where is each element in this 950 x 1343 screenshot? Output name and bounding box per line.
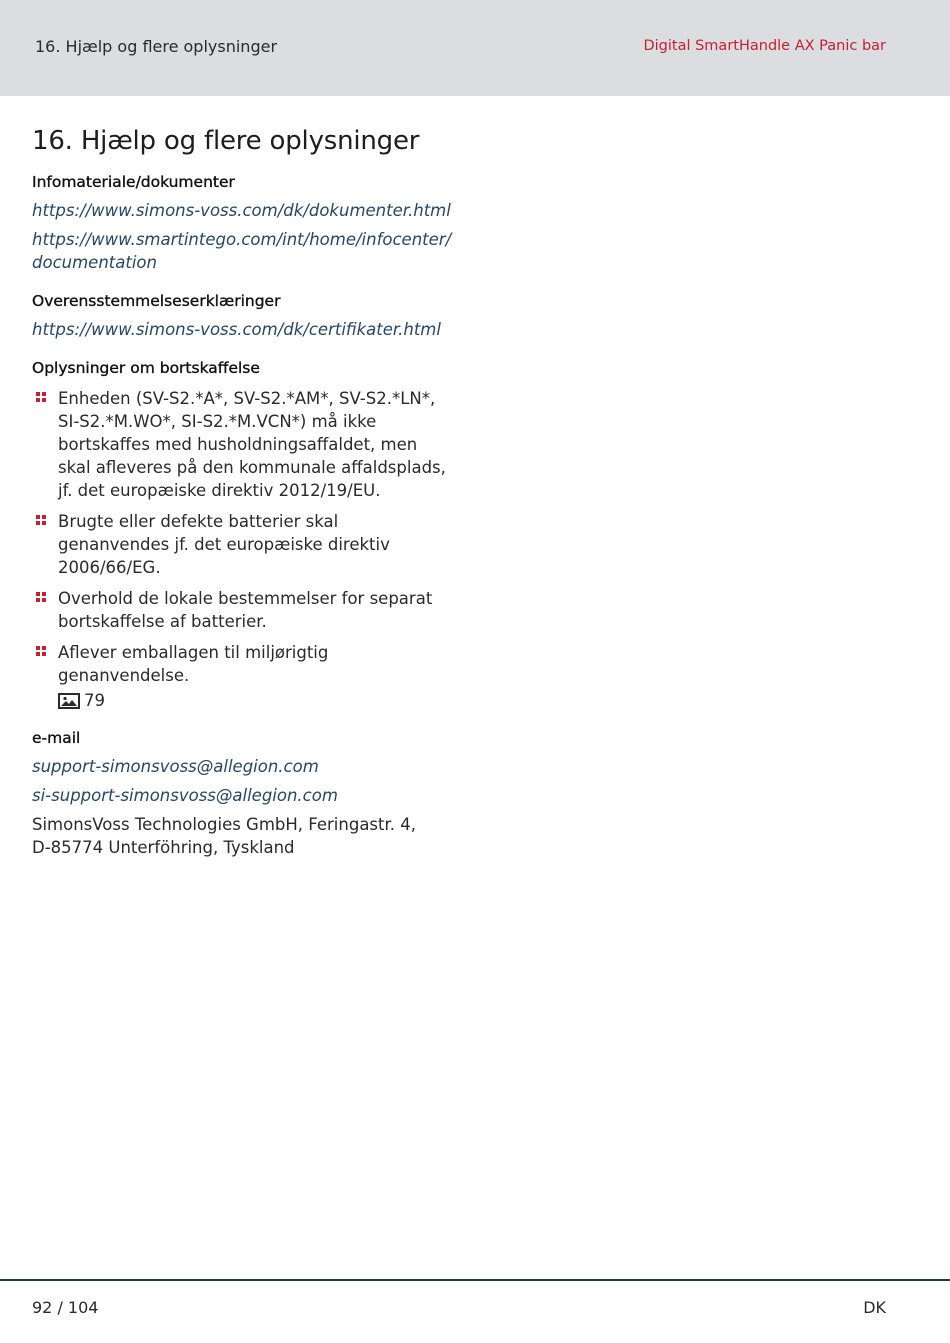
footer-divider: [0, 1279, 950, 1281]
image-reference[interactable]: [58, 689, 105, 712]
bullet-icon: [36, 592, 47, 603]
image-icon: [58, 693, 80, 709]
main-content: [32, 126, 452, 859]
language-code: DK: [863, 1298, 886, 1317]
info-link-infocenter-part2: documentation: [32, 253, 157, 272]
list-item: [32, 587, 452, 633]
info-link-documents[interactable]: https://www.simons-voss.com/dk/dokumenter.html: [32, 201, 451, 220]
address-line-1: SimonsVoss Technologies GmbH, Feringastr. 4,: [32, 814, 417, 834]
page-number: 92 / 104: [32, 1298, 99, 1317]
info-link-infocenter-part1: https://www.smartintego.com/int/home/infocenter/: [32, 230, 452, 249]
list-item-text: Enheden (SV-S2.*A*, SV-S2.*AM*, SV-S2.*LN*, SI-S2.*M.WO*, SI-S2.*M.VCN*) må ikke bortskaffes med husholdningsaffaldet, men skal afleveres på den kommunale affaldsplads, jf. det europæiske direktiv 2012/19/EU.: [58, 389, 446, 500]
page-title: 16. Hjælp og flere oplysninger: [32, 126, 420, 156]
disposal-list: [32, 387, 452, 715]
bullet-icon: [36, 515, 47, 526]
email-heading: e-mail: [32, 728, 81, 747]
list-item-text: Aflever emballagen til miljørigtig genanvendelse.: [58, 643, 329, 685]
address-line-2: D-85774 Unterföhring, Tyskland: [32, 837, 295, 857]
header-section-title: 16. Hjælp og flere oplysninger: [35, 37, 278, 56]
bullet-icon: [36, 646, 47, 657]
bullet-icon: [36, 392, 47, 403]
image-reference-page: 79: [84, 691, 105, 710]
info-heading: Infomateriale/dokumenter: [32, 173, 235, 191]
header-product-name: Digital SmartHandle AX Panic bar: [643, 38, 886, 54]
conformity-heading: Overensstemmelseserklæringer: [32, 292, 281, 310]
email-link-si-support[interactable]: si-support-simonsvoss@allegion.com: [32, 785, 338, 805]
disposal-heading: Oplysninger om bortskaffelse: [32, 359, 260, 377]
company-address: [32, 813, 452, 859]
conformity-link[interactable]: https://www.simons-voss.com/dk/certifikater.html: [32, 320, 441, 339]
list-item: [32, 510, 452, 579]
list-item: [32, 387, 452, 502]
list-item-text: Overhold de lokale bestemmelser for separat bortskaffelse af batterier.: [58, 589, 433, 631]
list-item-text: Brugte eller defekte batterier skal genanvendes jf. det europæiske direktiv 2006/66/EG.: [58, 512, 390, 577]
info-link-infocenter[interactable]: [32, 228, 452, 274]
email-link-support[interactable]: support-simonsvoss@allegion.com: [32, 756, 319, 776]
header-bar: [0, 0, 950, 96]
list-item: [32, 641, 452, 715]
